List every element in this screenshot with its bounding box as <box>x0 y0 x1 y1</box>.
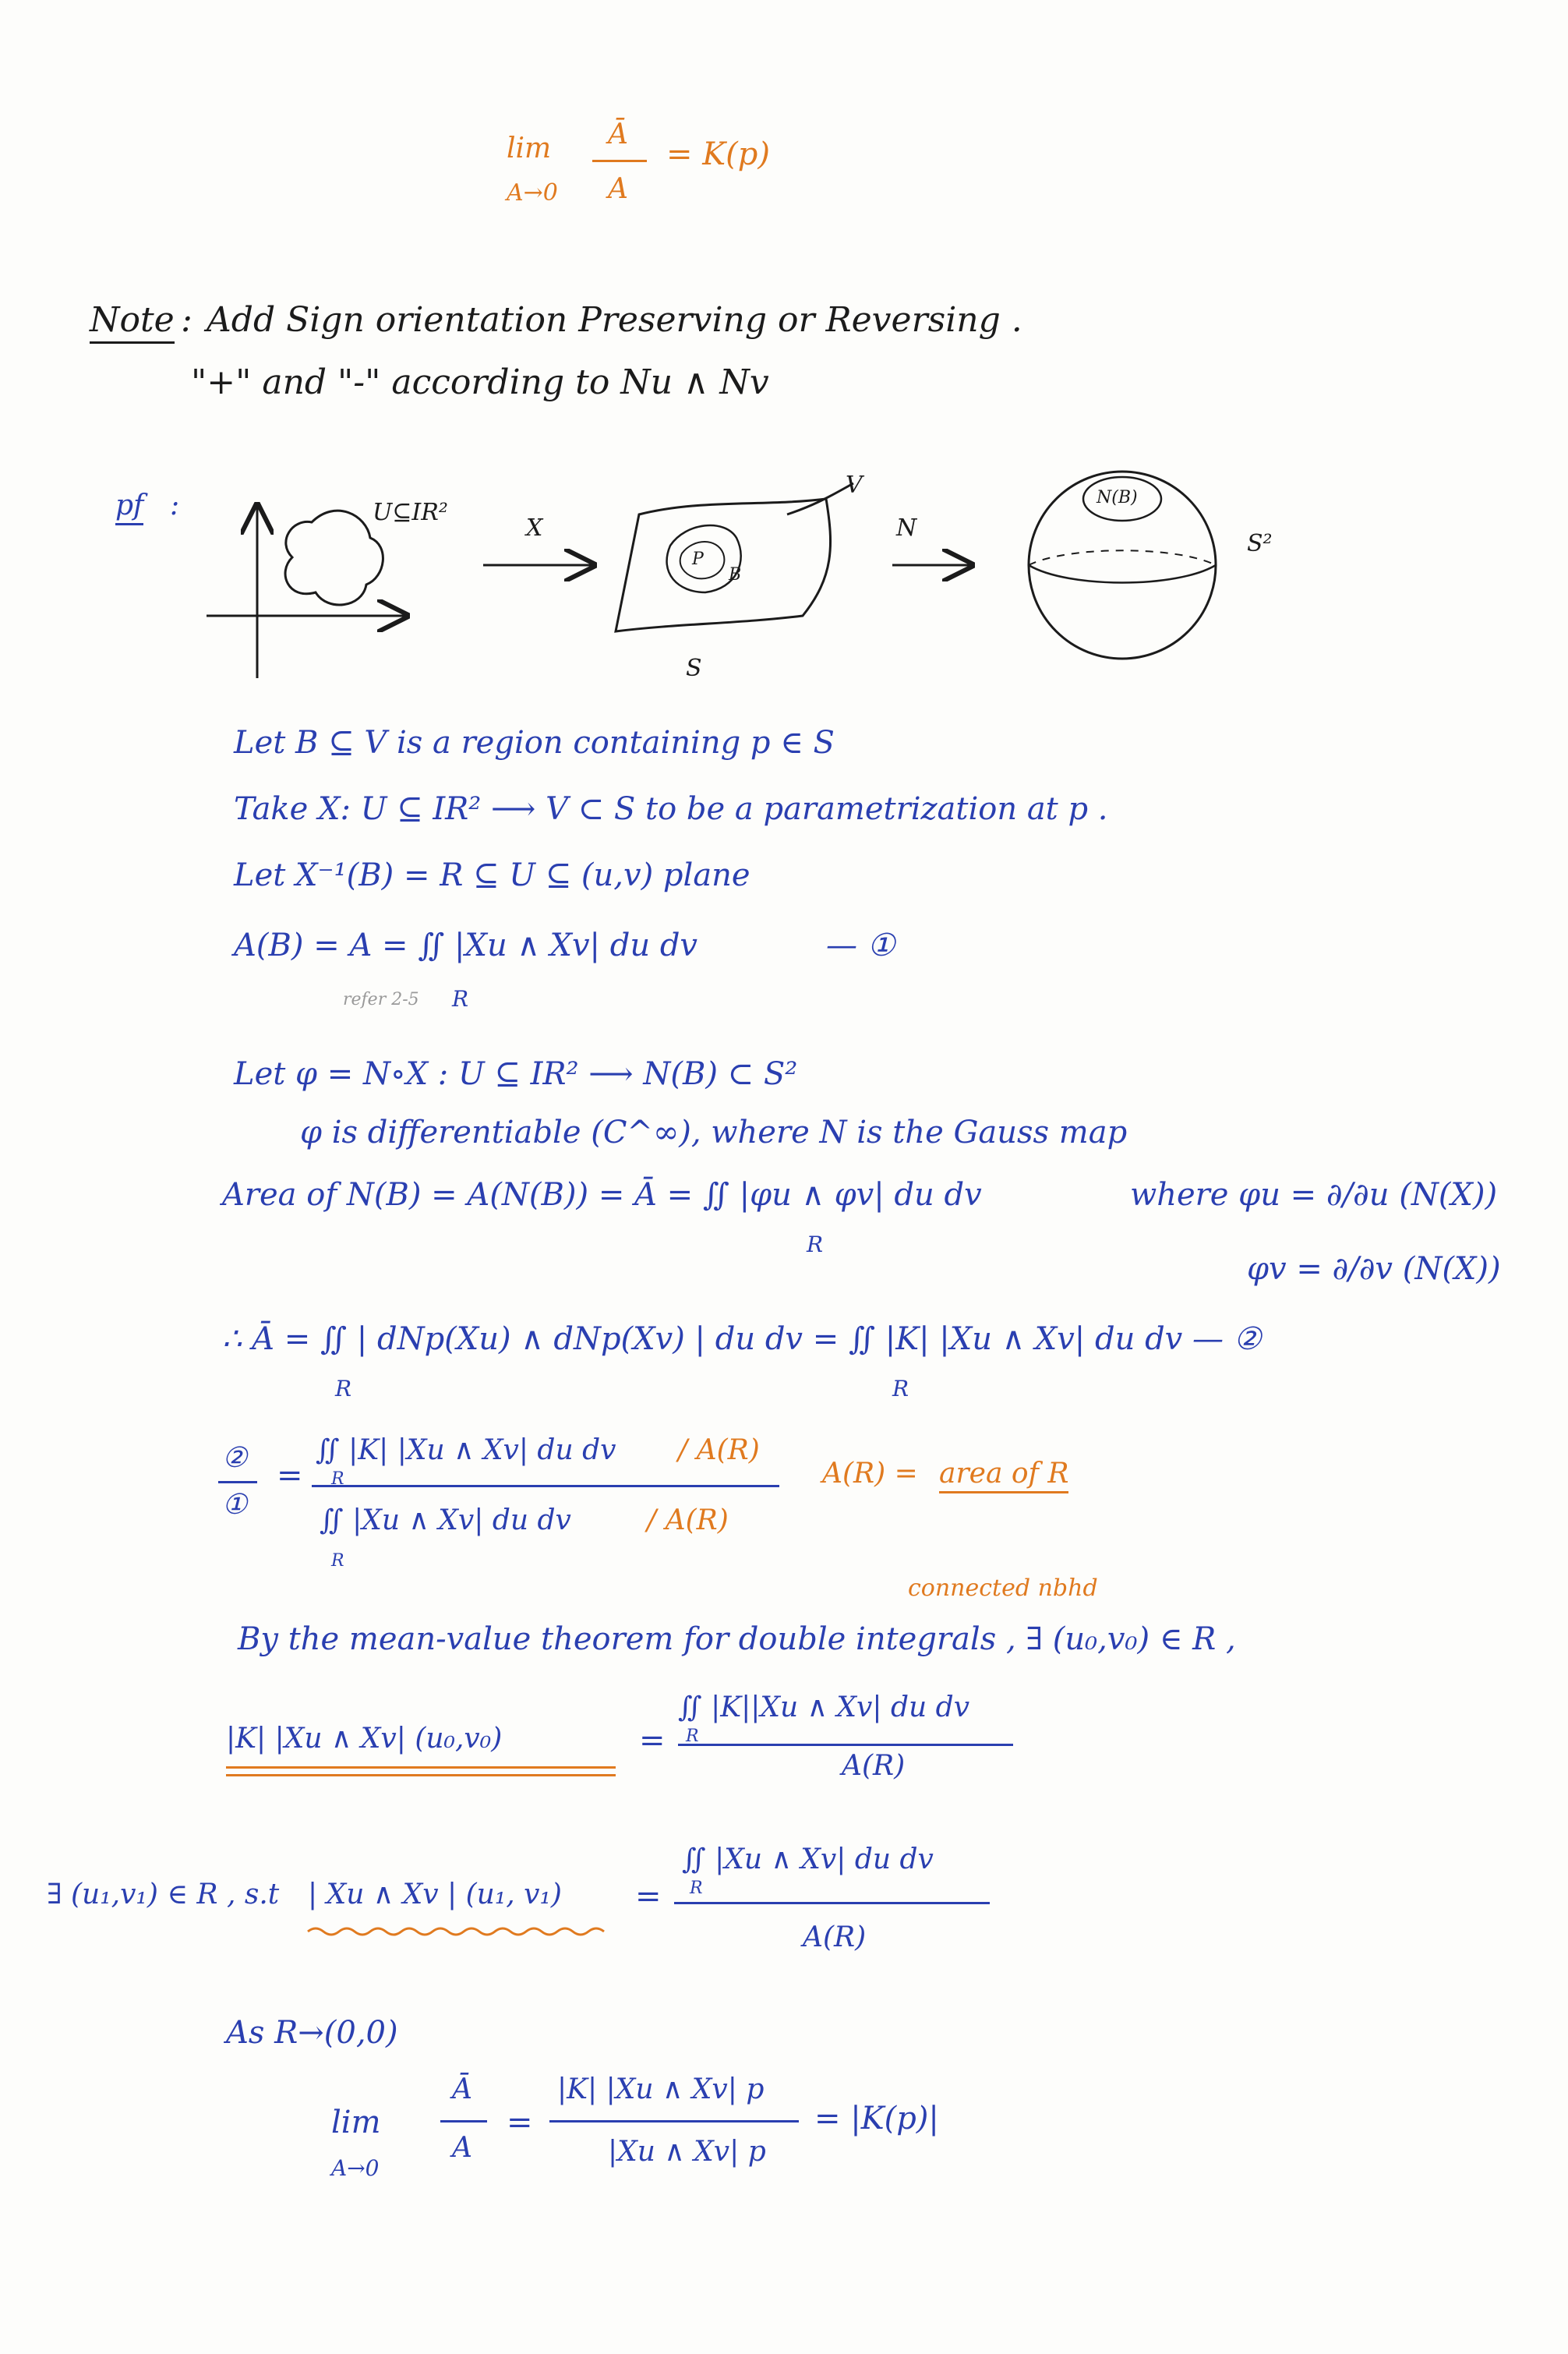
ratio-num: ∬ |K| |Xu ∧ Xv| du dv <box>316 1434 616 1466</box>
exists-den: A(R) <box>803 1921 867 1953</box>
mvt-den: A(R) <box>842 1750 906 1782</box>
limit-eq: = <box>507 2105 533 2140</box>
therefore-region-2: R <box>892 1376 909 1401</box>
pf-colon: : <box>170 490 180 521</box>
sphere-region-label: N(B) <box>1097 488 1138 507</box>
ratio-note-text: area of R <box>939 1458 1068 1493</box>
limit-lim: lim <box>331 2105 381 2140</box>
patch-b-label: B <box>729 565 742 585</box>
exists-num: ∬ |Xu ∧ Xv| du dv <box>682 1843 934 1875</box>
ratio-lhs-num: ② <box>222 1442 248 1474</box>
exists-prefix: ∃ (u₁,v₁) ∈ R , s.t <box>47 1879 280 1910</box>
ratio-den-region: R <box>331 1551 344 1571</box>
line-phi-v: φv = ∂/∂v (N(X)) <box>1247 1251 1501 1287</box>
line-area-nb: Area of N(B) = A(N(B)) = Ā = ∬ |φu ∧ φv| du dv <box>222 1177 982 1213</box>
ratio-num-div: / A(R) <box>678 1434 760 1466</box>
limit-sub: A→0 <box>331 2155 380 2181</box>
mvt-annotation: connected nbhd <box>908 1575 1098 1602</box>
limit-as: As R→(0,0) <box>226 2015 398 2051</box>
note-line1: Add Sign orientation Preserving or Reversing . <box>207 300 1022 340</box>
limit-bar <box>440 2120 487 2122</box>
pf-label: pf <box>115 490 143 525</box>
line-phi-u: where φu = ∂/∂u (N(X)) <box>1130 1177 1498 1213</box>
exists-bar <box>674 1902 990 1904</box>
limit-rhs-den: |Xu ∧ Xv| p <box>608 2136 766 2168</box>
map-n-label: N <box>896 514 917 542</box>
note-label: Note <box>90 300 175 344</box>
eq1-marker: — ① <box>826 928 895 963</box>
top-rhs: = K(p) <box>666 136 770 172</box>
ratio-note-prefix: A(R) = <box>822 1458 918 1490</box>
ratio-lhs-den: ① <box>222 1489 248 1521</box>
patch-p-label: P <box>692 550 704 569</box>
area-b-region: R <box>452 986 469 1012</box>
line-therefore: ∴ Ā = ∬ | dNp(Xu) ∧ dNp(Xv) | du dv = ∬ |K| |Xu ∧ Xv| du dv — ② <box>222 1321 1262 1357</box>
limit-den: A <box>452 2132 472 2164</box>
therefore-region-1: R <box>335 1376 352 1401</box>
refer-note: refer 2-5 <box>343 990 419 1009</box>
sphere-s2-label: S² <box>1247 530 1273 557</box>
exists-eq: = <box>635 1879 662 1914</box>
line-phi-diff: φ is differentiable (C^∞), where N is the Gauss map <box>300 1115 1128 1150</box>
ratio-eq: = <box>277 1458 303 1493</box>
line-let-inverse: Let X⁻¹(B) = R ⊆ U ⊆ (u,v) plane <box>234 857 750 893</box>
area-nb-region: R <box>807 1232 824 1257</box>
note-colon: : <box>181 300 192 340</box>
top-lim: lim <box>507 133 552 164</box>
exists-lhs: | Xu ∧ Xv | (u₁, v₁) <box>308 1879 562 1910</box>
line-area-b: A(B) = A = ∬ |Xu ∧ Xv| du dv <box>234 928 698 963</box>
domain-label: U⊆IR² <box>373 499 448 526</box>
surface-label: S <box>686 655 702 682</box>
line-take-x: Take X: U ⊆ IR² ⟶ V ⊂ S to be a parametrization at p . <box>234 791 1108 827</box>
note-line2: "+" and "-" according to Nu ∧ Nv <box>191 362 769 402</box>
top-den: A <box>608 173 628 205</box>
top-num: Ā <box>608 118 628 150</box>
line-let-phi: Let φ = N∘X : U ⊆ IR² ⟶ N(B) ⊂ S² <box>234 1056 798 1092</box>
limit-num: Ā <box>452 2073 472 2105</box>
exists-num-region: R <box>690 1879 703 1898</box>
top-lim-sub: A→0 <box>507 179 558 207</box>
surface-v-label: V <box>846 472 863 499</box>
ratio-den: ∬ |Xu ∧ Xv| du dv <box>320 1504 571 1536</box>
ratio-den-div: / A(R) <box>647 1504 729 1536</box>
line-let-b: Let B ⊆ V is a region containing p ∈ S <box>234 725 835 761</box>
map-x-label: X <box>526 514 543 542</box>
mvt-eq: = <box>639 1723 666 1758</box>
mvt-lhs: |K| |Xu ∧ Xv| (u₀,v₀) <box>226 1723 503 1755</box>
limit-result: = |K(p)| <box>814 2101 939 2137</box>
mvt-num: ∬ |K||Xu ∧ Xv| du dv <box>678 1691 970 1723</box>
ratio-num-region: R <box>331 1469 344 1489</box>
limit-rhs-bar <box>549 2120 799 2122</box>
limit-rhs-num: |K| |Xu ∧ Xv| p <box>557 2073 765 2105</box>
mvt-line: By the mean-value theorem for double integrals , ∃ (u₀,v₀) ∈ R , <box>238 1621 1236 1657</box>
mvt-num-region: R <box>686 1727 699 1746</box>
